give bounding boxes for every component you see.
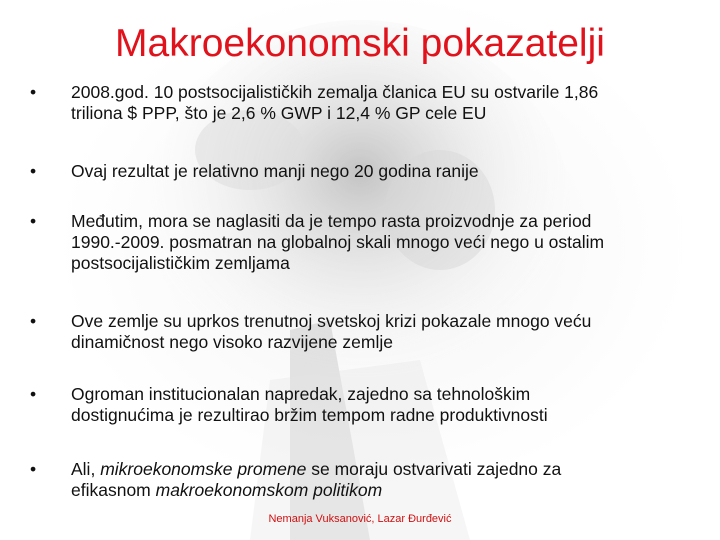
slide-title: Makroekonomski pokazatelji [115, 22, 605, 65]
bullet-item [30, 384, 690, 426]
bullet-line: 1990.-2009. posmatran na globalnoj skali mnogo veći nego u ostalim [71, 232, 605, 252]
italic-text-run: makroekonomskom politikom [155, 480, 383, 500]
bullet-item [30, 459, 690, 501]
bullet-line: dinamičnost nego visoko razvijene zemlje [71, 332, 393, 352]
bullet-item [30, 161, 690, 182]
bullet-line: dostignućima je rezultirao bržim tempom radne produktivnosti [71, 405, 548, 425]
bullet-dot: • [30, 311, 37, 331]
italic-text-run: mikroekonomske promene [100, 459, 307, 479]
bullet-line: 2008.god. 10 postsocijalističkih zemalja članica EU su ostvarile 1,86 [71, 82, 599, 102]
bullet-line: Ogroman institucionalan napredak, zajedno sa tehnološkim [71, 384, 531, 404]
bullet-dot: • [30, 82, 37, 102]
bullet-line: Ove zemlje su uprkos trenutnoj svetskoj krizi pokazale mnogo veću [71, 311, 592, 331]
bullet-dot: • [30, 459, 37, 479]
text-run: efikasnom [71, 480, 156, 500]
bullet-dot: • [30, 384, 37, 404]
bullet-dot: • [30, 211, 37, 231]
bullet-line: Ovaj rezultat je relativno manji nego 20 godina ranije [71, 161, 479, 181]
bullet-item [30, 82, 690, 124]
bullet-line: Međutim, mora se naglasiti da je tempo rasta proizvodnje za period [71, 211, 592, 231]
footer-authors: Nemanja Vuksanović, Lazar Đurđević [268, 513, 452, 525]
bullet-item [30, 211, 690, 274]
bullet-line: triliona $ PPP, što je 2,6 % GWP i 12,4 % GP cele EU [71, 103, 487, 123]
text-run: Ali, [71, 459, 101, 479]
bullet-line [71, 459, 690, 480]
bullet-item [30, 311, 690, 353]
bullet-line [71, 480, 690, 501]
bullet-line: postsocijalističkim zemljama [71, 253, 290, 273]
text-run: se moraju ostvarivati zajedno za [306, 459, 562, 479]
bullet-dot: • [30, 161, 37, 181]
